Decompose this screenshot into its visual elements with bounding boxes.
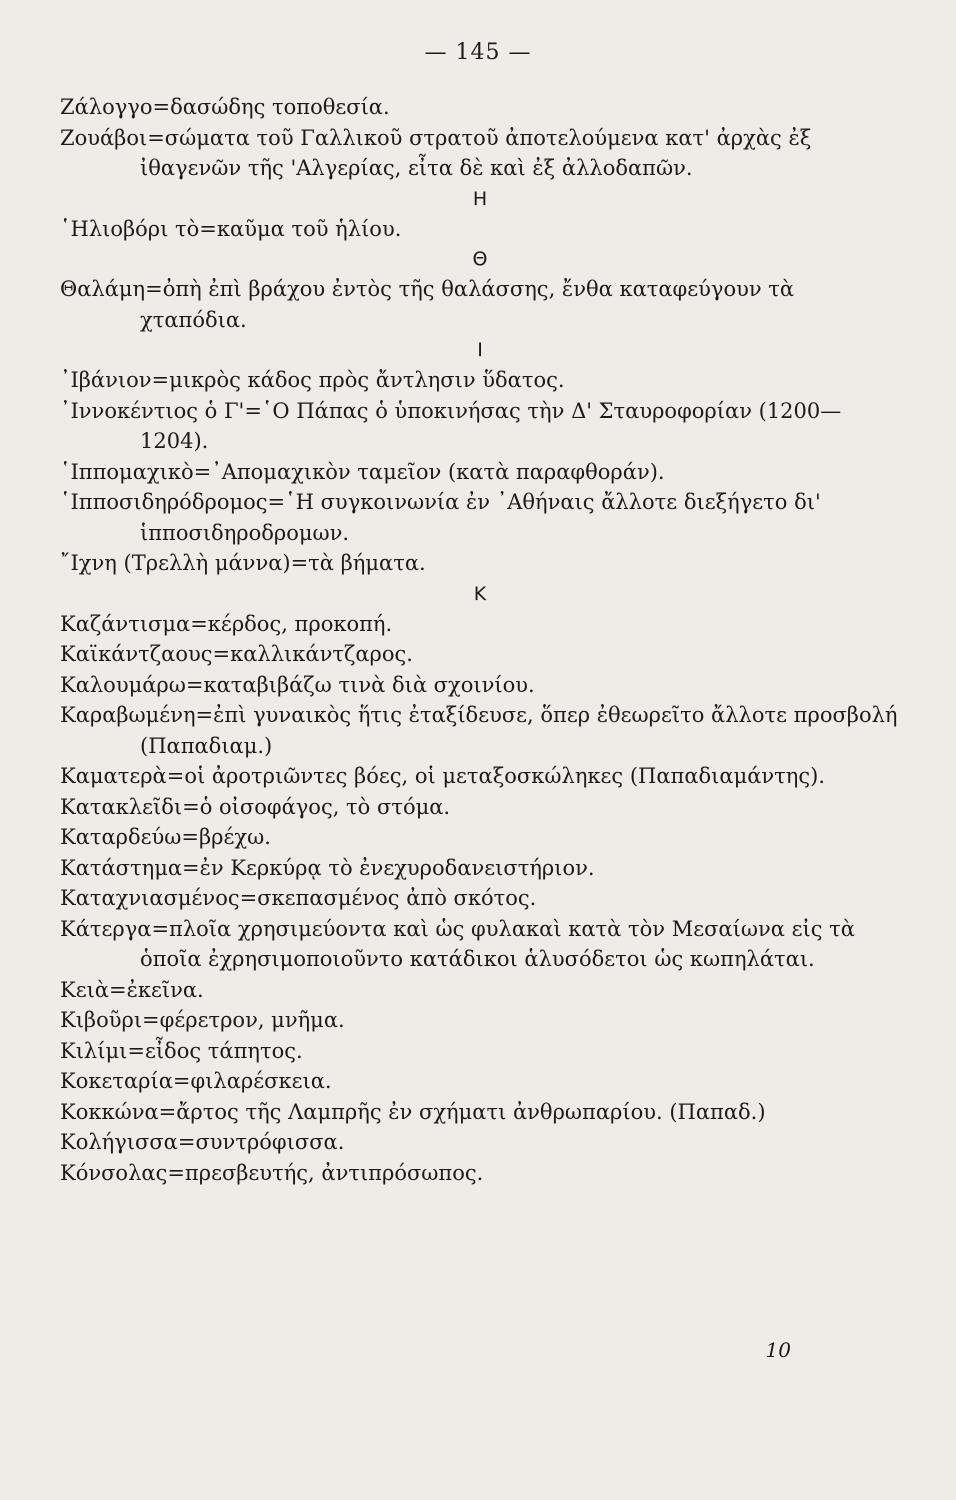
glossary-entry: Κατακλεῖδι=ὁ οἰσοφάγος, τὸ στόμα. [60,794,451,819]
glossary-entry: Κοκκώνα=ἄρτος τῆς Λαμπρῆς ἐν σχήματι ἀνθρωπαρίου. (Παπαδ.) [60,1099,766,1124]
glossary-entry: Κιβοῦρι=φέρετρον, μνῆμα. [60,1008,345,1032]
glossary-entry: Καταχνιασμένος=σκεπασμένος ἀπὸ σκότος. [60,886,537,910]
glossary-entry: Κοκεταρία=φιλαρέσκεια. [60,1069,332,1093]
section-letter: Ι [477,339,483,361]
glossary-entry: Καταρδεύω=βρέχω. [60,825,271,849]
glossary-entry: Κολήγισσα=συντρόφισσα. [60,1130,345,1154]
section-letter: Κ [473,582,487,605]
glossary-entry: ῾Ιπποσιδηρόδρομος=῾Η συγκοινωνία ἐν ᾿Αθήναις ἄλλοτε διεξήγετο δι' ἱπποσιδηροδρομων. [60,490,821,545]
glossary-entry: ῾Ιππομαχικὸ=᾿Απομαχικὸν ταμεῖον (κατὰ παραφθοράν). [60,459,665,484]
glossary-entry: Ζουάβοι=σώματα τοῦ Γαλλικοῦ στρατοῦ ἀποτελούμενα κατ' ἀρχὰς ἐξ ἰθαγενῶν τῆς 'Αλγερίας, εἶτα δὲ καὶ ἐξ ἀλλοδαπῶν. [60,125,812,180]
section-letter: Η [472,187,488,210]
glossary-entry: Καραβωμένη=ἐπὶ γυναικὸς ἥτις ἐταξίδευσε, ὅπερ ἐθεωρεῖτο ἄλλοτε προσβολή (Παπαδιαμ.) [60,703,898,758]
glossary-entry: ῾Ηλιοβόρι τὸ=καῦμα τοῦ ἡλίου. [60,216,402,241]
section-letter: Θ [472,248,488,270]
glossary-entry: ᾿Ιβάνιον=μικρὸς κάδος πρὸς ἄντλησιν ὕδατος. [60,368,565,392]
glossary-entry: Καζάντισμα=κέρδος, προκοπή. [60,611,393,636]
glossary-entry: Κατάστημα=ἐν Κερκύρᾳ τὸ ἐνεχυροδανειστήριον. [60,855,595,880]
printer-signature: 10 [765,1338,791,1362]
glossary-entry: Καϊκάντζαους=καλλικάντζαρος. [60,642,413,666]
glossary-entry: Καματερὰ=οἱ ἀροτριῶντες βόες, οἱ μεταξοσκώληκες (Παπαδιαμάντης). [60,764,825,788]
glossary-entry: ῎Ιχνη (Τρελλὴ μάννα)=τὰ βήματα. [60,551,426,575]
glossary-entry: ᾿Ιννοκέντιος ὁ Γ'=῾Ο Πάπας ὁ ὑποκινήσας τὴν Δ' Σταυροφορίαν (1200—1204). [60,398,842,453]
page-number: — 145 — [424,40,532,65]
glossary-entry: Κόνσολας=πρεσβευτής, ἀντιπρόσωπος. [60,1160,484,1185]
glossary-entry: Καλουμάρω=καταβιβάζω τινὰ διὰ σχοινίου. [60,672,535,697]
glossary-entry: Κιλίμι=εἶδος τάπητος. [60,1038,303,1063]
glossary-entry: Κειὰ=ἐκεῖνα. [60,977,204,1002]
glossary-entry: Ζάλογγο=δασώδης τοποθεσία. [60,95,390,119]
glossary-list [60,92,900,1188]
glossary-entry: Θαλάμη=ὀπὴ ἐπὶ βράχου ἐντὸς τῆς θαλάσσης, ἔνθα καταφεύγουν τὰ χταπόδια. [60,277,795,332]
glossary-entry: Κάτεργα=πλοῖα χρησιμεύοντα καὶ ὡς φυλακαὶ κατὰ τὸν Μεσαίωνα εἰς τὰ ὁποῖα ἐχρησιμοποιοῦντο κατάδικοι ἁλυσόδετοι ὡς κωπηλάται. [60,916,855,971]
